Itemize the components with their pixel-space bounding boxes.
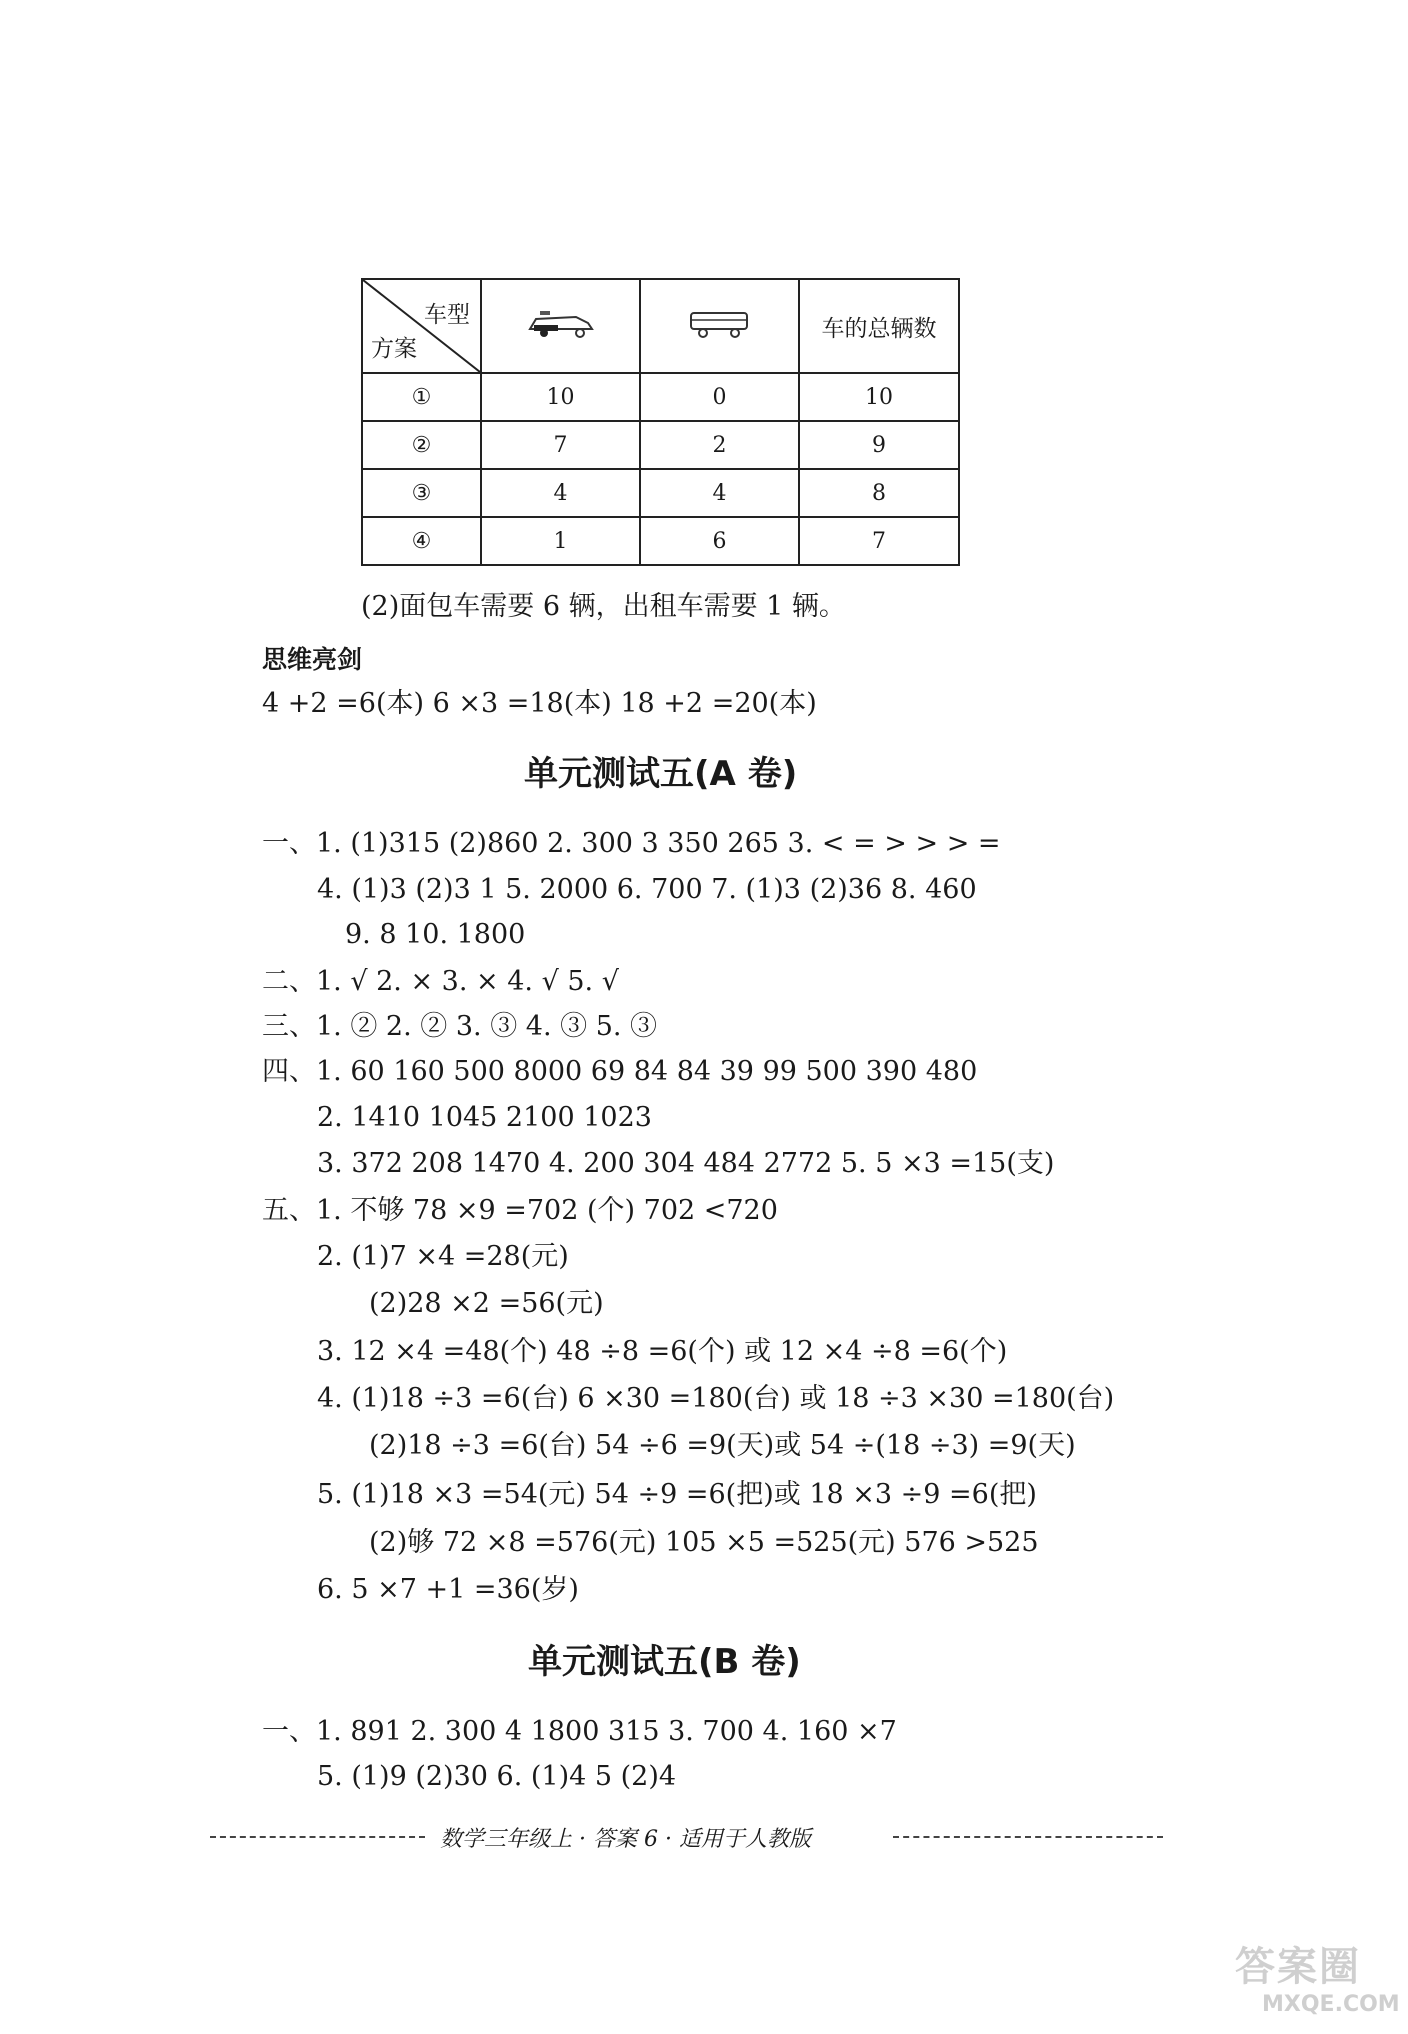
plan-cell: ③ (362, 469, 481, 517)
table-row (362, 469, 959, 517)
footer-divider-left (210, 1836, 425, 1838)
table-row (362, 373, 959, 421)
test-a-line: (2)28 ×2 =56(元) (369, 1288, 604, 1319)
test-a-line: 2. 1410 1045 2100 1023 (317, 1102, 652, 1133)
test-a-line: 3. 12 ×4 =48(个) 48 ÷8 =6(个) 或 12 ×4 ÷8 =6(个) (317, 1336, 1008, 1367)
test-a-line: 一、1. (1)315 (2)860 2. 300 3 350 265 3. < = > > > = (262, 828, 1001, 859)
van-count-cell: 2 (640, 421, 799, 469)
car-count-cell: 1 (481, 517, 640, 565)
test-a-line: 9. 8 10. 1800 (345, 919, 526, 950)
header-car-cell (481, 279, 640, 373)
test-a-line: 6. 5 ×7 +1 =36(岁) (317, 1574, 579, 1605)
total-count-cell: 10 (799, 373, 959, 421)
total-count-cell: 9 (799, 421, 959, 469)
vehicle-plan-table (361, 278, 960, 566)
car-icon (526, 303, 596, 343)
plan-cell: ④ (362, 517, 481, 565)
table-header-row (362, 279, 959, 373)
thinking-title: 思维亮剑 (262, 645, 363, 674)
header-plan-label: 方案 (371, 336, 417, 362)
van-icon (685, 303, 755, 343)
header-total-cell: 车的总辆数 (799, 279, 959, 373)
test-b-line: 5. (1)9 (2)30 6. (1)4 5 (2)4 (317, 1761, 677, 1792)
test-a-line: 2. (1)7 ×4 =28(元) (317, 1241, 569, 1272)
plan-cell: ① (362, 373, 481, 421)
test-a-line: 二、1. √ 2. × 3. × 4. √ 5. √ (262, 966, 619, 997)
test-a-line: 4. (1)3 (2)3 1 5. 2000 6. 700 7. (1)3 (2)36 8. 460 (317, 874, 977, 905)
header-vehicle-type-label: 车型 (424, 302, 470, 328)
test-a-line: 3. 372 208 1470 4. 200 304 484 2772 5. 5 ×3 =15(支) (317, 1148, 1055, 1179)
test-a-line: 三、1. ② 2. ② 3. ③ 4. ③ 5. ③ (262, 1011, 658, 1042)
test-a-line: (2)够 72 ×8 =576(元) 105 ×5 =525(元) 576 >525 (369, 1527, 1039, 1558)
test-a-title: 单元测试五(A 卷) (524, 754, 798, 794)
thinking-line: 4 +2 =6(本) 6 ×3 =18(本) 18 +2 =20(本) (262, 688, 817, 719)
car-count-cell: 4 (481, 469, 640, 517)
table-row (362, 421, 959, 469)
table-row (362, 517, 959, 565)
header-van-cell (640, 279, 799, 373)
part2-answer: (2)面包车需要 6 辆，出租车需要 1 辆。 (361, 591, 846, 622)
test-b-title: 单元测试五(B 卷) (528, 1642, 801, 1682)
car-count-cell: 7 (481, 421, 640, 469)
test-a-line: (2)18 ÷3 =6(台) 54 ÷6 =9(天)或 54 ÷(18 ÷3) =9(天) (369, 1430, 1076, 1461)
page-footer: 数学三年级上 · 答案 6 · 适用于人教版 (440, 1827, 811, 1852)
watermark-url: MXQE.COM (1262, 1992, 1400, 2017)
diagonal-header-cell (362, 279, 481, 373)
test-a-line: 五、1. 不够 78 ×9 =702 (个) 702 <720 (262, 1195, 778, 1226)
test-a-line: 4. (1)18 ÷3 =6(台) 6 ×30 =180(台) 或 18 ÷3 ×30 =180(台) (317, 1383, 1115, 1414)
test-a-line: 四、1. 60 160 500 8000 69 84 84 39 99 500 390 480 (262, 1056, 978, 1087)
footer-divider-right (893, 1836, 1163, 1838)
van-count-cell: 4 (640, 469, 799, 517)
test-a-line: 5. (1)18 ×3 =54(元) 54 ÷9 =6(把)或 18 ×3 ÷9 =6(把) (317, 1479, 1037, 1510)
total-count-cell: 7 (799, 517, 959, 565)
test-b-line: 一、1. 891 2. 300 4 1800 315 3. 700 4. 160 ×7 (262, 1716, 897, 1747)
van-count-cell: 0 (640, 373, 799, 421)
van-count-cell: 6 (640, 517, 799, 565)
car-count-cell: 10 (481, 373, 640, 421)
plan-cell: ② (362, 421, 481, 469)
watermark-logo: 答案圈 (1235, 1944, 1361, 1990)
total-count-cell: 8 (799, 469, 959, 517)
